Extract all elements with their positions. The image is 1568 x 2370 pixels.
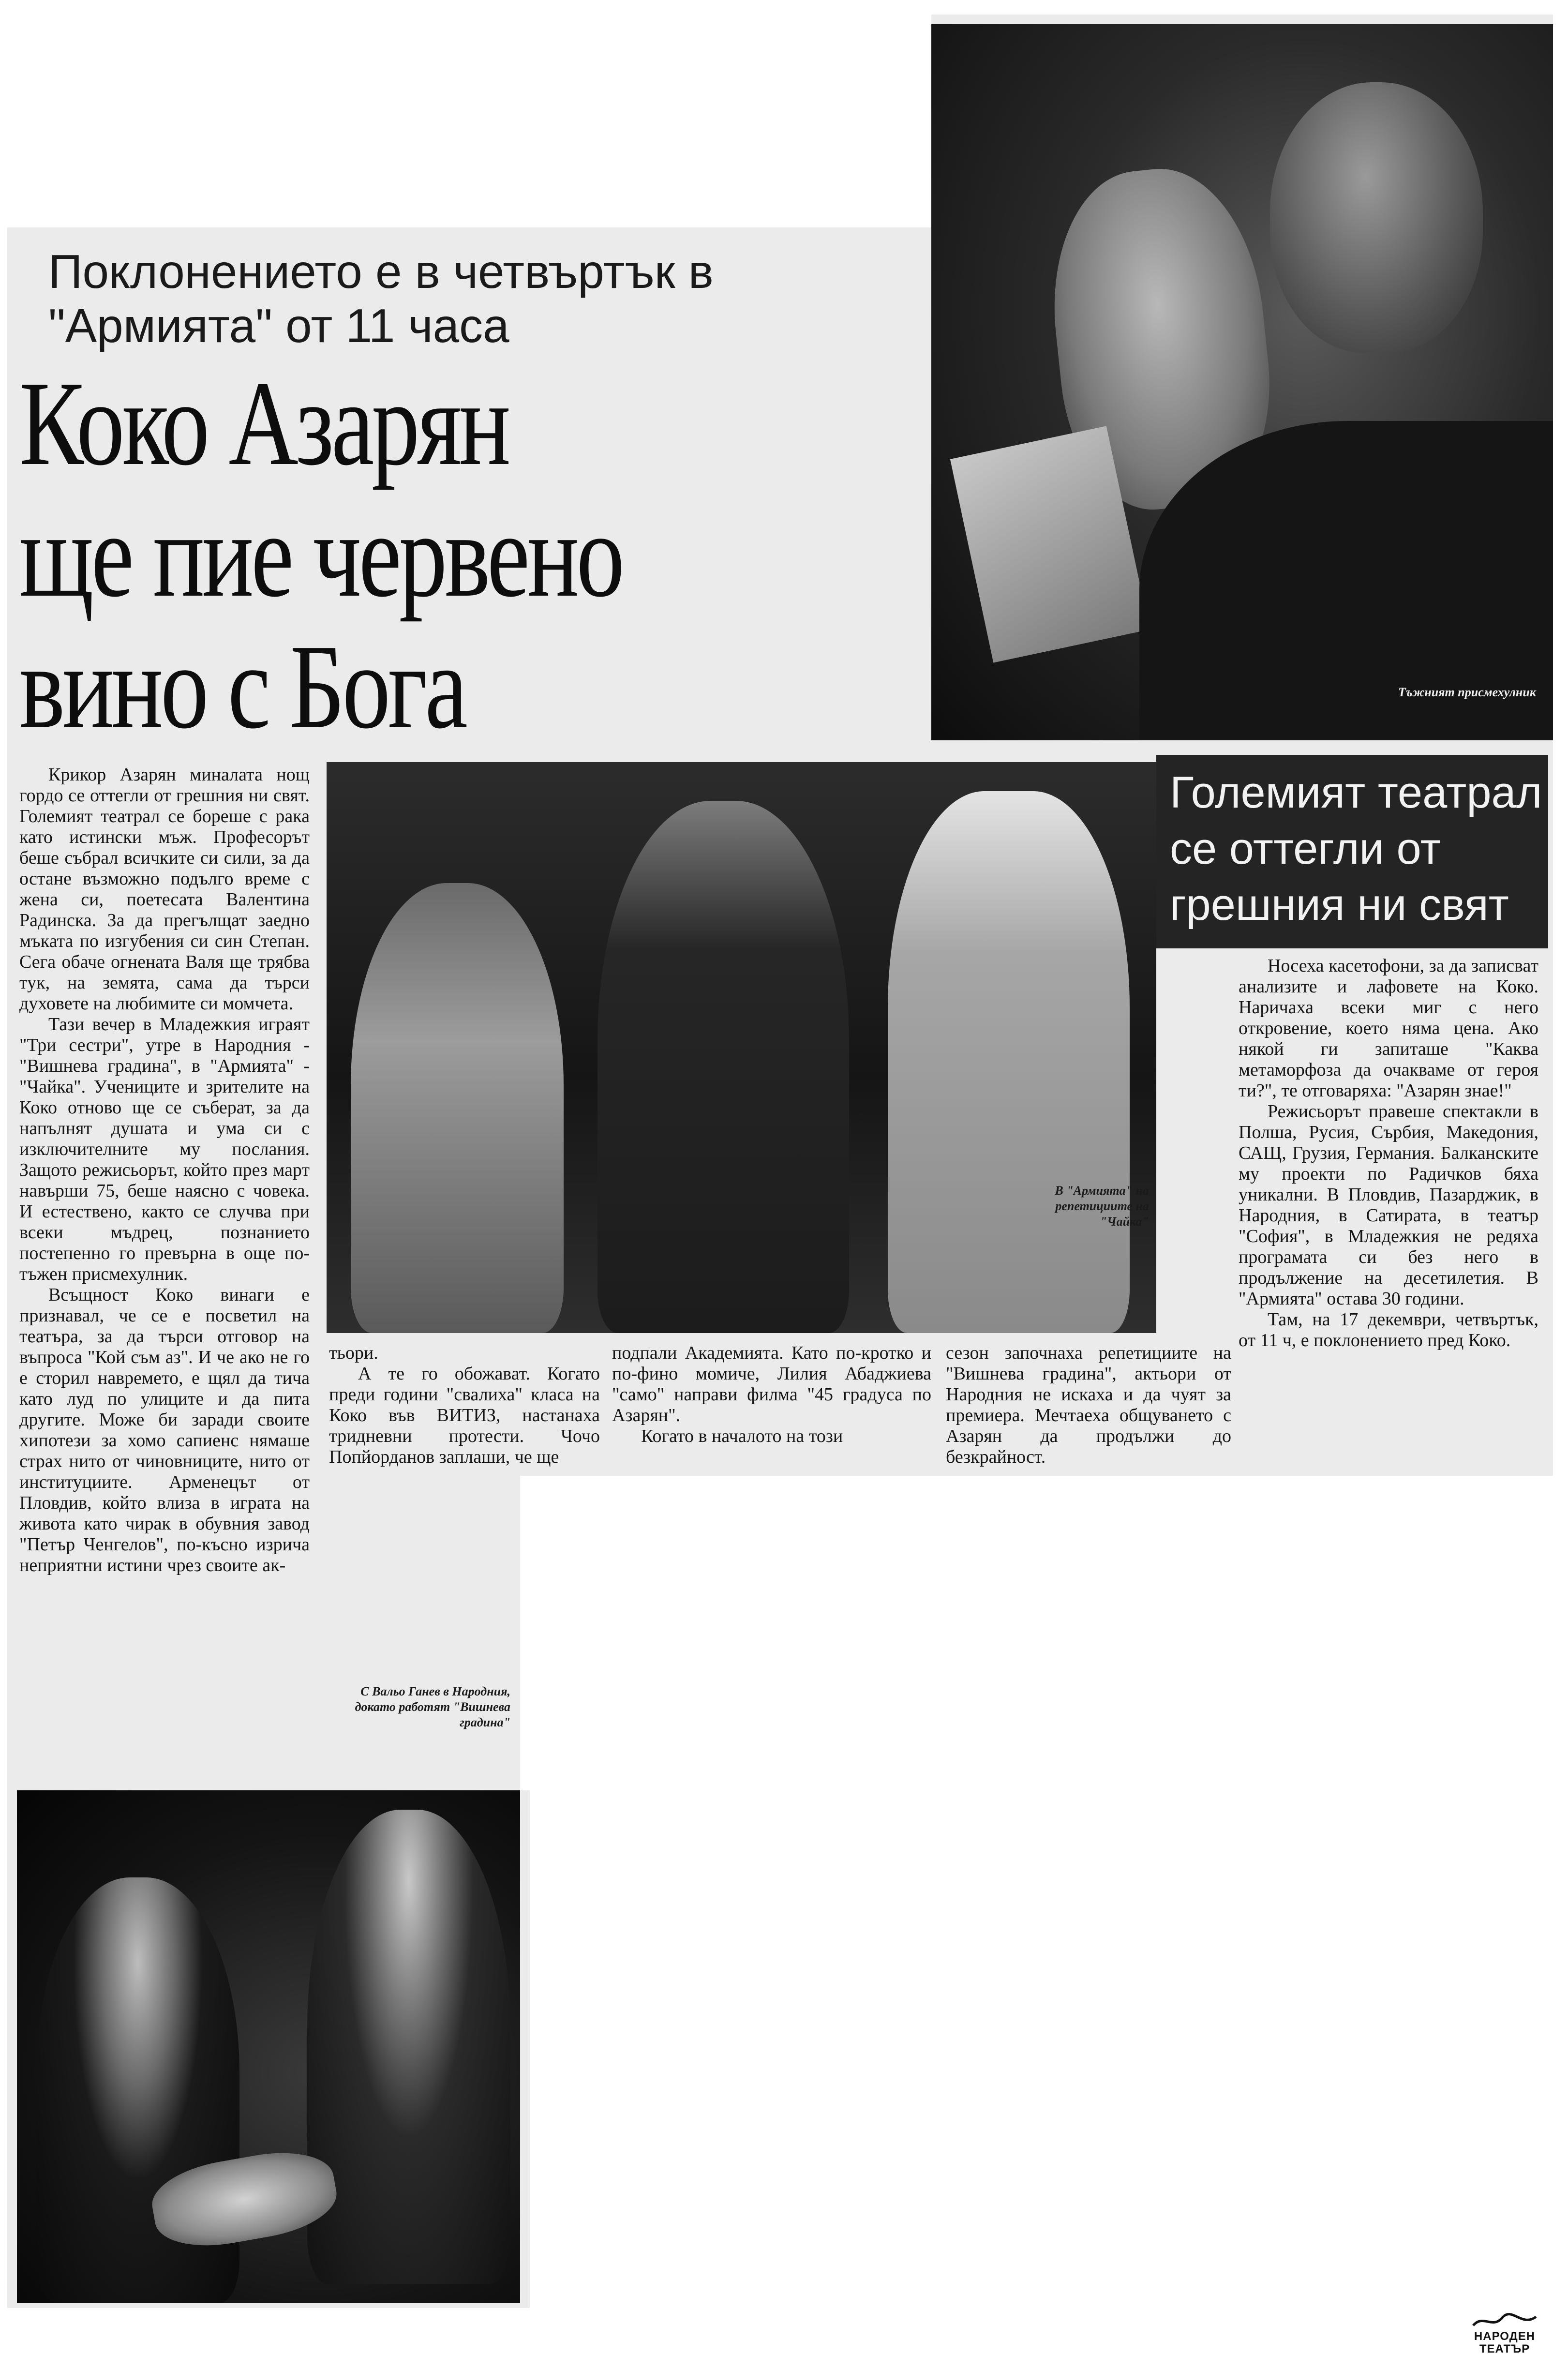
col4-paragraph: сезон започнаха репетициите на "Вишнева градина", актьори от Народния не искаха и да чуят за премиера. Мечтаеха общуването с Азарян да продължи до безкрайност. — [946, 1343, 1231, 1467]
article-headline: Коко Азарян ще пие червено вино с Бога — [19, 357, 622, 754]
article-subhead: Големият театрал се оттегли от грешния ни свят — [1156, 755, 1548, 948]
col5-paragraph: Режисьорът правеше спектакли в Полша, Русия, Сърбия, Македония, САЩ, Грузия, Германия. Балканските му проекти по Радичков бяха уникални. В Пловдив, Пазарджик, в Народния, в Сатирата, в театър "София", в Младежкия не редяха програмата си без него в продължение на десетилетия. В "Армията" остава 30 години. — [1239, 1101, 1538, 1309]
col1-paragraph: Всъщност Коко винаги е признавал, че се е посветил на театъра, за да търси отговор на въпроса "Кой съм аз". И че ако не го е сторил навремето, е щял да тича като луд по улиците и да пита другите. Може би заради своите хипотези за хомо сапиенс нямаше страх нито от чиновниците, нито от институциите. Арменецът от Пловдив, който влиза в играта на живота като чирак в обувния завод "Петър Ченгелов", по-късно изрича неприятни истини чрез своите ак- — [19, 1285, 310, 1575]
person-center — [597, 801, 849, 1333]
photo-bottom-two-men — [17, 1790, 520, 2303]
theatre-logo — [1461, 2313, 1548, 2361]
caption-photo-bottom: С Вальо Ганев в Народния, докато работят "Вишнева градина" — [355, 1684, 510, 1729]
caption-photo-middle: В "Армията" на репетициите на "Чайка" — [1055, 1184, 1149, 1229]
photo-top-portrait — [931, 24, 1553, 740]
col1-paragraph: Тази вечер в Младежкия играят "Три сестри", утре в Народния - "Вишнева градина", в "Армията" - "Чайка". Учениците и зрителите на Коко отново ще се съберат, за да напълнят душата и ума си с изключителните му послания. Защото режисьорът, който през март навърши 75, беше наясно с човека. И естествено, както се случва при всеки мъдрец, познанието постепенно го превърна в още по-тъжен присмехулник. — [19, 1014, 310, 1284]
article-column-4 — [946, 1343, 1231, 1468]
article-column-2 — [329, 1343, 600, 1468]
col5-paragraph: Там, на 17 декември, четвъртък, от 11 ч, е поклонението пред Коко. — [1239, 1309, 1538, 1350]
portrait-head — [1270, 82, 1483, 353]
col3-paragraph: Когато в началото на този — [641, 1426, 843, 1446]
article-kicker: Поклонението е в четвъртък в "Армията" от 11 часа — [48, 245, 714, 352]
logo-emblem-icon — [1468, 2313, 1541, 2330]
caption-photo-top: Тъжният присмехулник — [1398, 685, 1536, 699]
article-column-5 — [1239, 956, 1538, 1351]
logo-text: НАРОДЕН ТЕАТЪР — [1474, 2330, 1536, 2355]
person-left — [351, 883, 564, 1333]
col3-paragraph: подпали Академията. Като по-кротко и по-фино момиче, Лилия Абаджиева "само" направи филма "45 градуса по Азарян". — [612, 1343, 931, 1425]
article-column-1 — [19, 765, 310, 1576]
article-column-3 — [612, 1343, 931, 1447]
col5-paragraph: Носеха касетофони, за да записват анализите и лафовете на Коко. Наричаха всеки миг с него откровение, което няма цена. Ако някой ги запиташе "Каква метаморфоза да очакваме от героя ти?", те отговаряха: "Азарян знае!" — [1239, 956, 1538, 1101]
photo-middle-group — [327, 762, 1156, 1333]
col2-paragraph: А те го обожават. Когато преди години "свалиха" класа на Коко във ВИТИЗ, настанаха тридневни протести. Чочо Попйорданов заплаши, че ще — [329, 1364, 600, 1467]
col1-paragraph: Крикор Азарян миналата нощ гордо се оттегли от грешния ни свят. Големият театрал се бореше с рака като истински мъж. Професорът беше събрал всичките си сили, за да остане възможно подълго време с жена си, поетесата Валентина Радинска. За да прегълщат заедно мъката по изгубения си син Степан. Сега обаче огнената Валя ще трябва тук, на земята, сама да търси духовете на любимите си момчета. — [19, 765, 310, 1014]
col2-paragraph: тьори. — [329, 1343, 378, 1363]
person-right — [888, 791, 1130, 1333]
man-right — [307, 1810, 510, 2284]
